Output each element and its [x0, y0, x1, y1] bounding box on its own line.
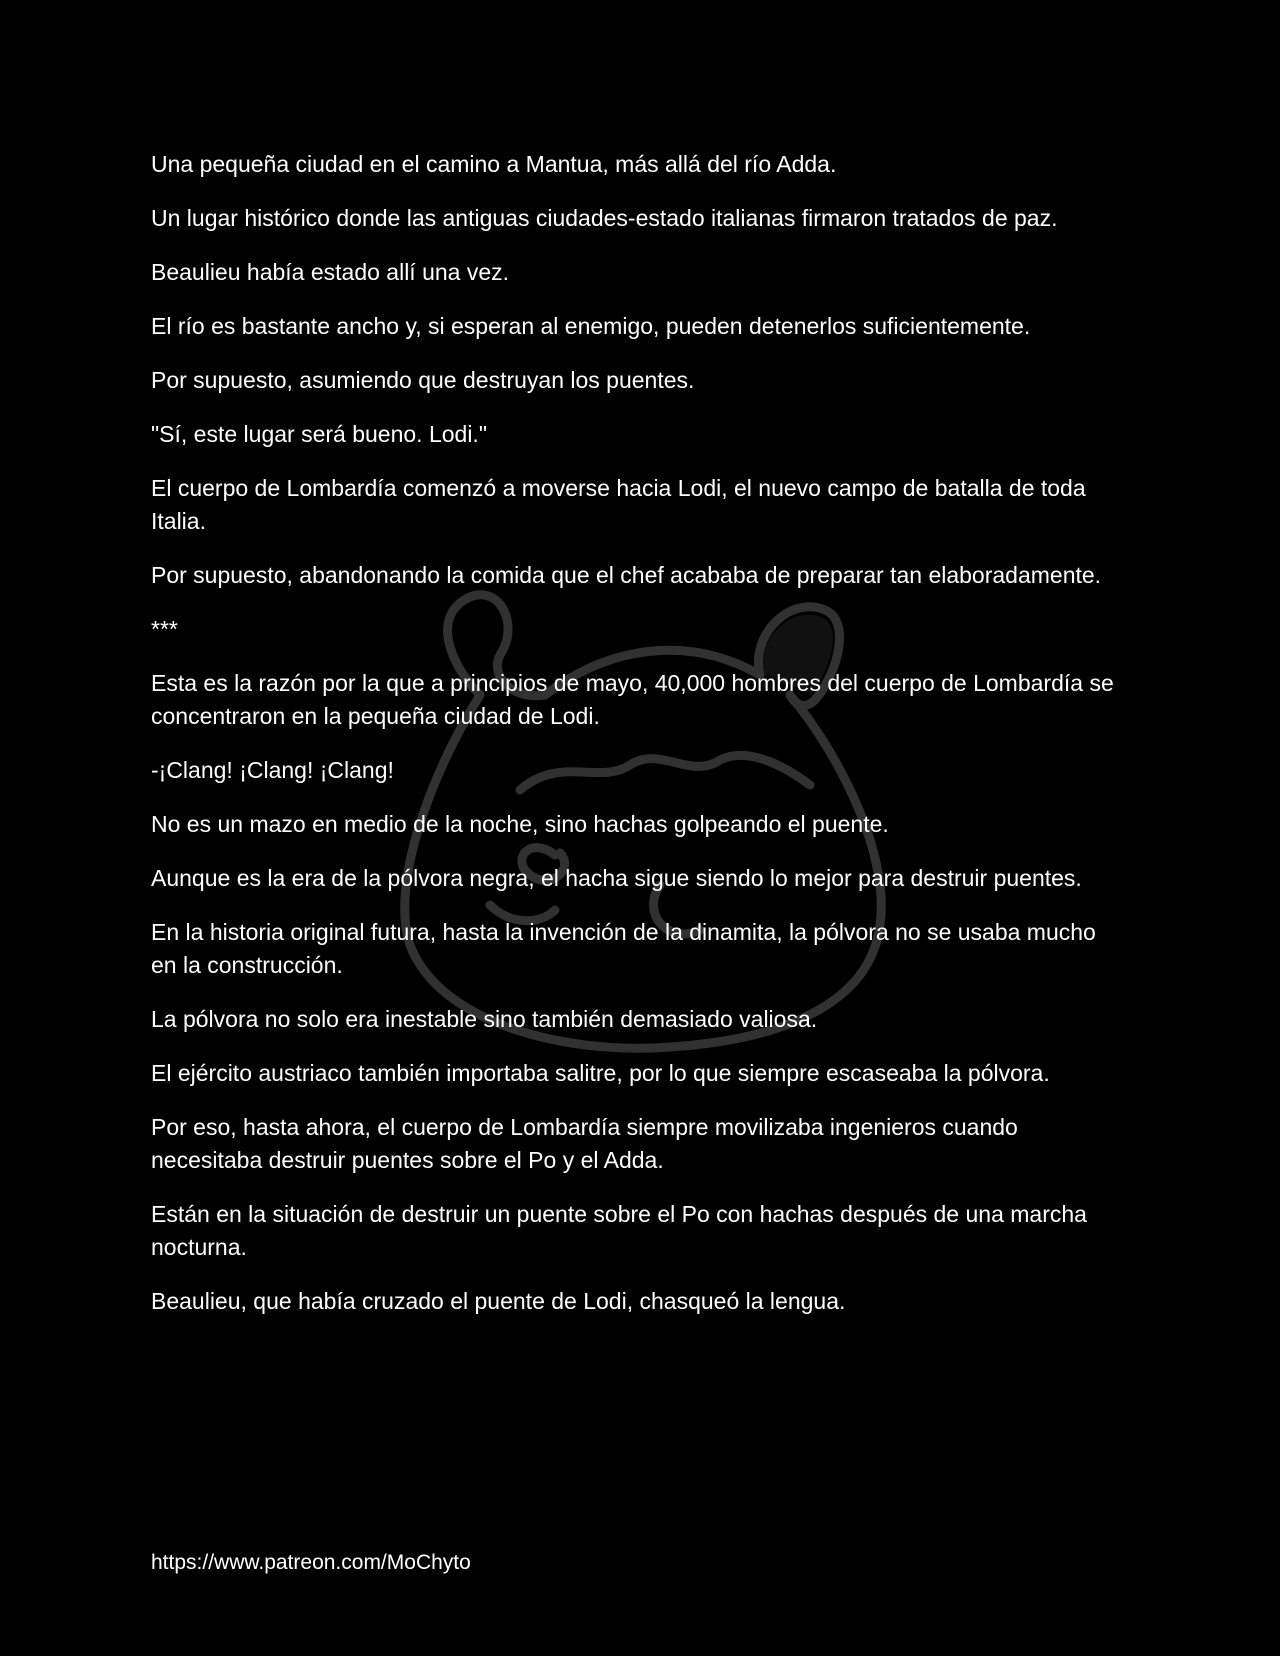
paragraph: Por eso, hasta ahora, el cuerpo de Lombardía siempre movilizaba ingenieros cuando necesitaba destruir puentes sobre el Po y el Adda. — [151, 1114, 1018, 1173]
patreon-link[interactable]: https://www.patreon.com/MoChyto — [151, 1551, 471, 1574]
paragraph: "Sí, este lugar será bueno. Lodi." — [151, 421, 487, 447]
paragraph: Están en la situación de destruir un puente sobre el Po con hachas después de una marcha nocturna. — [151, 1201, 1087, 1260]
paragraph: Un lugar histórico donde las antiguas ciudades-estado italianas firmaron tratados de paz. — [151, 205, 1058, 231]
paragraph: No es un mazo en medio de la noche, sino hachas golpeando el puente. — [151, 811, 889, 837]
paragraph: Beaulieu, que había cruzado el puente de Lodi, chasqueó la lengua. — [151, 1288, 846, 1314]
paragraph: Una pequeña ciudad en el camino a Mantua, más allá del río Adda. — [151, 151, 837, 177]
paragraph: El cuerpo de Lombardía comenzó a moverse hacia Lodi, el nuevo campo de batalla de toda Italia. — [151, 475, 1086, 534]
section-separator: *** — [151, 616, 178, 642]
paragraph: Por supuesto, asumiendo que destruyan los puentes. — [151, 367, 695, 393]
paragraph: Esta es la razón por la que a principios de mayo, 40,000 hombres del cuerpo de Lombardía se concentraron en la pequeña ciudad de Lodi. — [151, 670, 1114, 729]
paragraph: Por supuesto, abandonando la comida que el chef acababa de preparar tan elaboradamente. — [151, 562, 1102, 588]
paragraph: La pólvora no solo era inestable sino también demasiado valiosa. — [151, 1006, 818, 1032]
paragraph: En la historia original futura, hasta la invención de la dinamita, la pólvora no se usaba mucho en la construcción. — [151, 919, 1096, 978]
paragraph: El río es bastante ancho y, si esperan al enemigo, pueden detenerlos suficientemente. — [151, 313, 1031, 339]
paragraph: Beaulieu había estado allí una vez. — [151, 259, 510, 285]
chapter-text — [151, 148, 1126, 1339]
paragraph: Aunque es la era de la pólvora negra, el hacha sigue siendo lo mejor para destruir puentes. — [151, 865, 1082, 891]
paragraph: -¡Clang! ¡Clang! ¡Clang! — [151, 757, 394, 783]
paragraph: El ejército austriaco también importaba salitre, por lo que siempre escaseaba la pólvora. — [151, 1060, 1050, 1086]
